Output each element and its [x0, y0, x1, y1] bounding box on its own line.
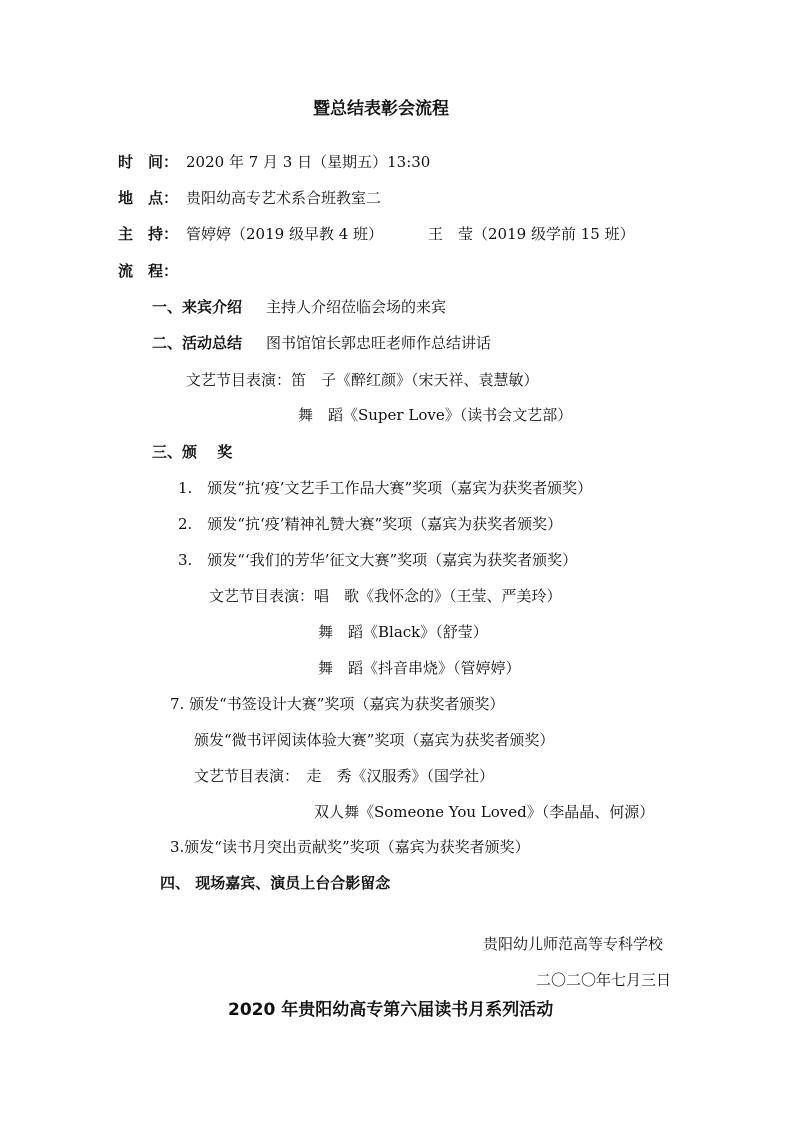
section-1-heading: 一、来宾介绍: [152, 298, 243, 316]
host-2: 王 莹（2019 级学前 15 班）: [428, 225, 635, 243]
signature-date: 二〇二〇年七月三日: [536, 971, 672, 989]
award-item-3: 3. 颁发“‘我们的芳华’征文大赛”奖项（嘉宾为获奖者颁奖）: [178, 551, 578, 569]
section-3-heading: 三、颁 奖: [152, 443, 233, 461]
award-item-7: 7. 颁发“书签设计大赛”奖项（嘉宾为获奖者颁奖）: [170, 695, 505, 713]
section-3-performance-3: 舞 蹈《抖音串烧》（管婷婷）: [318, 659, 521, 677]
place-label: 地 点：: [118, 189, 179, 207]
award-item-1: 1. 颁发“抗‘疫’文艺手工作品大赛”奖项（嘉宾为获奖者颁奖）: [178, 479, 593, 497]
time-value: 2020 年 7 月 3 日（星期五）13:30: [186, 153, 431, 171]
section-2-performance-2: 舞 蹈《Super Love》（读书会文艺部）: [298, 406, 573, 424]
award-item-last: 3.颁发“读书月突出贡献奖”奖项（嘉宾为获奖者颁奖）: [170, 838, 530, 856]
section-3-performance-5: 双人舞《Someone You Loved》（李晶晶、何源）: [314, 803, 655, 821]
host-1: 管婷婷（2019 级早教 4 班）: [186, 225, 384, 243]
section-3-performance-2: 舞 蹈《Black》（舒莹）: [318, 623, 488, 641]
award-item-2: 2. 颁发“抗‘疫’精神礼赞大赛”奖项（嘉宾为获奖者颁奖）: [178, 515, 563, 533]
footer-title: 2020 年贵阳幼高专第六届读书月系列活动: [228, 1000, 554, 1020]
section-2-heading: 二、活动总结: [152, 334, 243, 352]
host-label: 主 持：: [118, 225, 179, 243]
place-value: 贵阳幼高专艺术系合班教室二: [186, 189, 382, 207]
section-2-text: 图书馆馆长郭忠旺老师作总结讲话: [266, 334, 492, 352]
award-item-8: 颁发“微书评阅读体验大赛”奖项（嘉宾为获奖者颁奖）: [194, 731, 555, 749]
section-2-performance-1: 文艺节目表演：笛 子《醉红颜》（宋天祥、袁慧敏）: [186, 371, 539, 389]
time-label: 时 间：: [118, 153, 179, 171]
page-title: 暨总结表彰会流程: [313, 99, 449, 119]
signature-school: 贵阳幼儿师范高等专科学校: [483, 935, 664, 953]
section-3-performance-1: 文艺节目表演：唱 歌《我怀念的》（王莹、严美玲）: [209, 587, 562, 605]
flow-label: 流 程：: [118, 262, 179, 280]
section-1-text: 主持人介绍莅临会场的来宾: [266, 298, 447, 316]
section-3-performance-4: 文艺节目表演： 走 秀《汉服秀》（国学社）: [194, 767, 495, 785]
section-4-heading: 四、 现场嘉宾、演员上台合影留念: [160, 874, 391, 892]
